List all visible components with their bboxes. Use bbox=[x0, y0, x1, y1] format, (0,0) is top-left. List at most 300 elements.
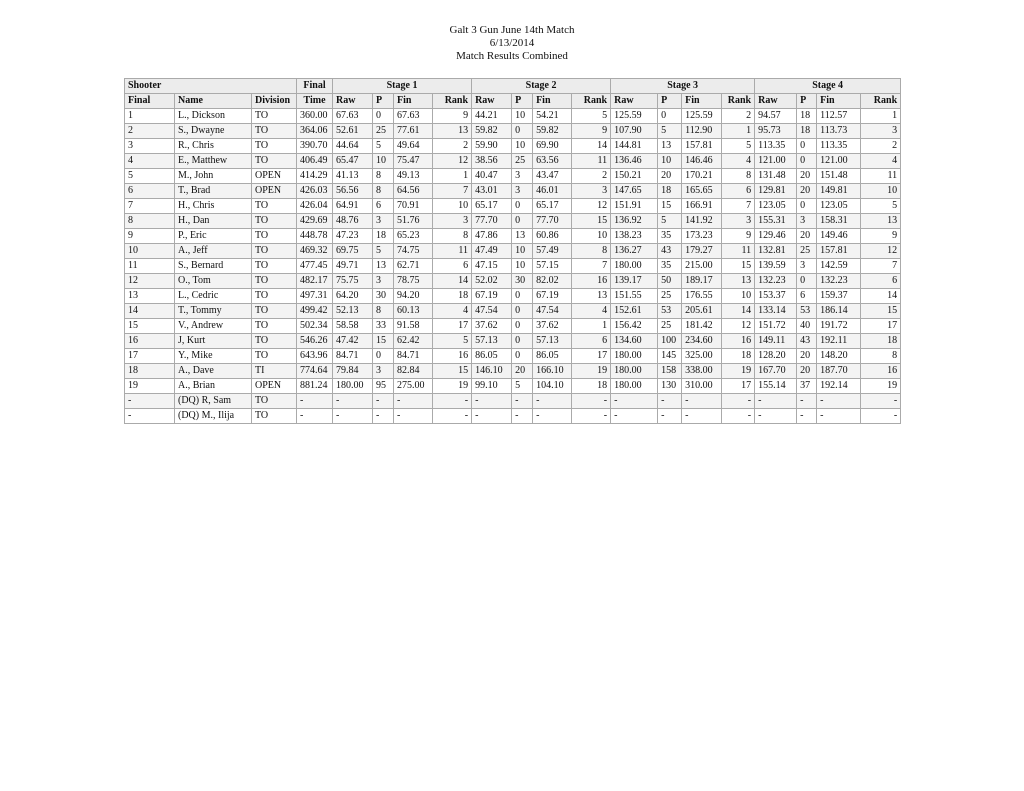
table-cell: 390.70 bbox=[297, 139, 333, 154]
table-cell: 149.81 bbox=[817, 184, 861, 199]
table-cell: 13 bbox=[861, 214, 901, 229]
table-cell: 15 bbox=[125, 319, 175, 334]
table-cell: 9 bbox=[861, 229, 901, 244]
table-cell: 67.19 bbox=[533, 289, 572, 304]
table-cell: 20 bbox=[797, 229, 817, 244]
column-header: Time bbox=[297, 94, 333, 109]
table-cell: 70.91 bbox=[394, 199, 433, 214]
table-cell: 11 bbox=[861, 169, 901, 184]
table-cell: 3 bbox=[373, 214, 394, 229]
table-cell: 3 bbox=[512, 169, 533, 184]
table-cell: 59.90 bbox=[472, 139, 512, 154]
table-cell: 10 bbox=[433, 199, 472, 214]
column-header: Raw bbox=[333, 94, 373, 109]
table-cell: - bbox=[797, 409, 817, 424]
table-cell: L., Dickson bbox=[175, 109, 252, 124]
table-cell: 86.05 bbox=[533, 349, 572, 364]
table-cell: 145 bbox=[658, 349, 682, 364]
table-cell: 10 bbox=[861, 184, 901, 199]
table-cell: 15 bbox=[658, 199, 682, 214]
group-header-stage-1: Stage 1 bbox=[333, 79, 472, 94]
table-cell: 50 bbox=[658, 274, 682, 289]
table-cell: 69.90 bbox=[533, 139, 572, 154]
table-cell: - bbox=[333, 409, 373, 424]
table-cell: 7 bbox=[125, 199, 175, 214]
table-cell: 16 bbox=[125, 334, 175, 349]
table-cell: 5 bbox=[572, 109, 611, 124]
table-cell: 18 bbox=[722, 349, 755, 364]
table-cell: 125.59 bbox=[682, 109, 722, 124]
table-cell: 121.00 bbox=[817, 154, 861, 169]
table-cell: 14 bbox=[572, 139, 611, 154]
table-cell: - bbox=[125, 394, 175, 409]
table-cell: 13 bbox=[658, 139, 682, 154]
table-cell: 191.72 bbox=[817, 319, 861, 334]
table-cell: 15 bbox=[433, 364, 472, 379]
table-cell: 9 bbox=[722, 229, 755, 244]
table-cell: - bbox=[373, 394, 394, 409]
table-cell: 95 bbox=[373, 379, 394, 394]
table-cell: 477.45 bbox=[297, 259, 333, 274]
table-cell: 7 bbox=[572, 259, 611, 274]
table-cell: 5 bbox=[373, 244, 394, 259]
table-cell: 234.60 bbox=[682, 334, 722, 349]
table-cell: 17 bbox=[572, 349, 611, 364]
table-cell: 123.05 bbox=[755, 199, 797, 214]
table-cell: V., Andrew bbox=[175, 319, 252, 334]
table-cell: 141.92 bbox=[682, 214, 722, 229]
table-cell: 180.00 bbox=[611, 259, 658, 274]
table-cell: 30 bbox=[373, 289, 394, 304]
table-cell: - bbox=[572, 409, 611, 424]
table-cell: 448.78 bbox=[297, 229, 333, 244]
table-cell: - bbox=[861, 409, 901, 424]
table-cell: 176.55 bbox=[682, 289, 722, 304]
table-cell: 643.96 bbox=[297, 349, 333, 364]
table-cell: 0 bbox=[658, 109, 682, 124]
table-cell: 10 bbox=[512, 244, 533, 259]
table-cell: TI bbox=[252, 364, 297, 379]
table-cell: 144.81 bbox=[611, 139, 658, 154]
table-cell: 6 bbox=[433, 259, 472, 274]
table-cell: 0 bbox=[512, 349, 533, 364]
column-header: Raw bbox=[611, 94, 658, 109]
table-cell: 8 bbox=[722, 169, 755, 184]
table-cell: - bbox=[611, 409, 658, 424]
table-cell: 69.75 bbox=[333, 244, 373, 259]
results-subtitle: Match Results Combined bbox=[456, 50, 568, 62]
table-cell: - bbox=[472, 394, 512, 409]
table-cell: TO bbox=[252, 334, 297, 349]
table-cell: 12 bbox=[722, 319, 755, 334]
table-row bbox=[125, 154, 901, 169]
table-cell: 18 bbox=[125, 364, 175, 379]
table-cell: Y., Mike bbox=[175, 349, 252, 364]
table-cell: - bbox=[533, 409, 572, 424]
table-cell: 3 bbox=[861, 124, 901, 139]
table-cell: 25 bbox=[797, 244, 817, 259]
match-date: 6/13/2014 bbox=[489, 37, 535, 49]
table-cell: 16 bbox=[861, 364, 901, 379]
table-cell: A., Brian bbox=[175, 379, 252, 394]
table-cell: TO bbox=[252, 139, 297, 154]
table-cell: 25 bbox=[658, 289, 682, 304]
table-cell: 3 bbox=[373, 274, 394, 289]
table-cell: 167.70 bbox=[755, 364, 797, 379]
table-cell: T., Tommy bbox=[175, 304, 252, 319]
table-cell: 5 bbox=[658, 214, 682, 229]
table-cell: 131.48 bbox=[755, 169, 797, 184]
table-cell: 364.06 bbox=[297, 124, 333, 139]
table-cell: 158 bbox=[658, 364, 682, 379]
table-cell: TO bbox=[252, 319, 297, 334]
table-cell: 129.46 bbox=[755, 229, 797, 244]
column-header: Name bbox=[175, 94, 252, 109]
table-cell: 20 bbox=[797, 169, 817, 184]
table-cell: 18 bbox=[433, 289, 472, 304]
table-cell: 497.31 bbox=[297, 289, 333, 304]
group-header-row bbox=[125, 79, 901, 94]
table-cell: 406.49 bbox=[297, 154, 333, 169]
table-cell: 11 bbox=[722, 244, 755, 259]
table-cell: 16 bbox=[722, 334, 755, 349]
table-cell: 6 bbox=[373, 199, 394, 214]
table-row bbox=[125, 244, 901, 259]
table-cell: 60.13 bbox=[394, 304, 433, 319]
table-cell: 13 bbox=[722, 274, 755, 289]
table-cell: 2 bbox=[722, 109, 755, 124]
table-cell: 1 bbox=[572, 319, 611, 334]
table-cell: - bbox=[817, 409, 861, 424]
table-cell: 53 bbox=[658, 304, 682, 319]
table-cell: 502.34 bbox=[297, 319, 333, 334]
table-cell: L., Cedric bbox=[175, 289, 252, 304]
table-cell: 13 bbox=[572, 289, 611, 304]
table-cell: 8 bbox=[125, 214, 175, 229]
table-cell: 79.84 bbox=[333, 364, 373, 379]
table-cell: 181.42 bbox=[682, 319, 722, 334]
table-row bbox=[125, 124, 901, 139]
table-cell: 37 bbox=[797, 379, 817, 394]
table-cell: 157.81 bbox=[682, 139, 722, 154]
table-cell: 150.21 bbox=[611, 169, 658, 184]
table-cell: P., Eric bbox=[175, 229, 252, 244]
table-cell: 14 bbox=[433, 274, 472, 289]
table-cell: 6 bbox=[861, 274, 901, 289]
column-header: Raw bbox=[472, 94, 512, 109]
column-header: Rank bbox=[861, 94, 901, 109]
table-cell: 37.62 bbox=[472, 319, 512, 334]
table-cell: 64.91 bbox=[333, 199, 373, 214]
table-cell: - bbox=[611, 394, 658, 409]
table-cell: 84.71 bbox=[394, 349, 433, 364]
table-cell: 8 bbox=[373, 184, 394, 199]
table-cell: 18 bbox=[797, 109, 817, 124]
column-header: P bbox=[512, 94, 533, 109]
table-cell: 47.49 bbox=[472, 244, 512, 259]
table-cell: 1 bbox=[125, 109, 175, 124]
table-cell: 17 bbox=[125, 349, 175, 364]
table-cell: 151.72 bbox=[755, 319, 797, 334]
table-cell: 16 bbox=[433, 349, 472, 364]
table-cell: 7 bbox=[433, 184, 472, 199]
table-cell: 133.14 bbox=[755, 304, 797, 319]
table-cell: 18 bbox=[861, 334, 901, 349]
table-cell: TO bbox=[252, 124, 297, 139]
table-cell: 187.70 bbox=[817, 364, 861, 379]
table-cell: 75.75 bbox=[333, 274, 373, 289]
table-cell: 8 bbox=[373, 169, 394, 184]
table-cell: TO bbox=[252, 349, 297, 364]
table-cell: - bbox=[433, 409, 472, 424]
table-cell: 95.73 bbox=[755, 124, 797, 139]
table-cell: 100 bbox=[658, 334, 682, 349]
table-cell: 5 bbox=[433, 334, 472, 349]
table-row bbox=[125, 259, 901, 274]
table-cell: 74.75 bbox=[394, 244, 433, 259]
table-cell: - bbox=[394, 394, 433, 409]
table-cell: 49.13 bbox=[394, 169, 433, 184]
table-cell: 1 bbox=[861, 109, 901, 124]
group-header-shooter: Shooter bbox=[125, 79, 297, 94]
table-cell: 0 bbox=[512, 124, 533, 139]
table-cell: TO bbox=[252, 394, 297, 409]
table-cell: 9 bbox=[572, 124, 611, 139]
table-cell: 3 bbox=[373, 364, 394, 379]
table-cell: 52.13 bbox=[333, 304, 373, 319]
table-cell: 142.59 bbox=[817, 259, 861, 274]
table-cell: 10 bbox=[512, 109, 533, 124]
table-cell: 53 bbox=[797, 304, 817, 319]
table-cell: 52.02 bbox=[472, 274, 512, 289]
table-cell: - bbox=[658, 394, 682, 409]
table-cell: 112.57 bbox=[817, 109, 861, 124]
table-cell: 180.00 bbox=[611, 349, 658, 364]
table-cell: 180.00 bbox=[611, 379, 658, 394]
table-cell: 38.56 bbox=[472, 154, 512, 169]
table-cell: 57.49 bbox=[533, 244, 572, 259]
table-row bbox=[125, 349, 901, 364]
table-cell: 5 bbox=[658, 124, 682, 139]
table-cell: 136.46 bbox=[611, 154, 658, 169]
table-cell: 65.17 bbox=[533, 199, 572, 214]
table-cell: 179.27 bbox=[682, 244, 722, 259]
table-cell: 17 bbox=[722, 379, 755, 394]
table-cell: 0 bbox=[512, 199, 533, 214]
table-row bbox=[125, 304, 901, 319]
table-cell: 67.63 bbox=[394, 109, 433, 124]
table-cell: 7 bbox=[722, 199, 755, 214]
table-cell: 152.61 bbox=[611, 304, 658, 319]
table-cell: 147.65 bbox=[611, 184, 658, 199]
table-cell: 63.56 bbox=[533, 154, 572, 169]
table-cell: TO bbox=[252, 109, 297, 124]
column-header: Rank bbox=[572, 94, 611, 109]
table-cell: 881.24 bbox=[297, 379, 333, 394]
table-cell: 130 bbox=[658, 379, 682, 394]
table-cell: E., Matthew bbox=[175, 154, 252, 169]
table-cell: TO bbox=[252, 154, 297, 169]
table-cell: 189.17 bbox=[682, 274, 722, 289]
table-cell: 426.03 bbox=[297, 184, 333, 199]
table-cell: 10 bbox=[572, 229, 611, 244]
table-row bbox=[125, 139, 901, 154]
table-cell: 10 bbox=[373, 154, 394, 169]
table-cell: 3 bbox=[572, 184, 611, 199]
table-cell: 8 bbox=[433, 229, 472, 244]
table-cell: S., Dwayne bbox=[175, 124, 252, 139]
table-cell: S., Bernard bbox=[175, 259, 252, 274]
table-cell: 158.31 bbox=[817, 214, 861, 229]
table-cell: 49.71 bbox=[333, 259, 373, 274]
table-cell: TO bbox=[252, 244, 297, 259]
table-cell: 43.47 bbox=[533, 169, 572, 184]
table-cell: 15 bbox=[373, 334, 394, 349]
table-cell: TO bbox=[252, 304, 297, 319]
table-cell: 20 bbox=[512, 364, 533, 379]
table-cell: 15 bbox=[722, 259, 755, 274]
table-cell: 121.00 bbox=[755, 154, 797, 169]
table-cell: - bbox=[797, 394, 817, 409]
table-cell: 77.61 bbox=[394, 124, 433, 139]
table-cell: 75.47 bbox=[394, 154, 433, 169]
table-cell: 20 bbox=[797, 364, 817, 379]
table-cell: 5 bbox=[512, 379, 533, 394]
table-cell: 47.23 bbox=[333, 229, 373, 244]
table-cell: - bbox=[755, 409, 797, 424]
table-cell: - bbox=[682, 409, 722, 424]
table-cell: 18 bbox=[572, 379, 611, 394]
table-cell: 62.71 bbox=[394, 259, 433, 274]
table-cell: 47.15 bbox=[472, 259, 512, 274]
table-cell: 139.59 bbox=[755, 259, 797, 274]
table-cell: TO bbox=[252, 259, 297, 274]
table-cell: 4 bbox=[572, 304, 611, 319]
table-cell: 59.82 bbox=[472, 124, 512, 139]
table-cell: 6 bbox=[797, 289, 817, 304]
table-cell: 7 bbox=[861, 259, 901, 274]
table-cell: 19 bbox=[433, 379, 472, 394]
table-cell: 35 bbox=[658, 229, 682, 244]
table-cell: 125.59 bbox=[611, 109, 658, 124]
table-cell: 499.42 bbox=[297, 304, 333, 319]
table-cell: 58.58 bbox=[333, 319, 373, 334]
table-row bbox=[125, 169, 901, 184]
table-cell: 77.70 bbox=[533, 214, 572, 229]
table-cell: - bbox=[512, 409, 533, 424]
table-cell: 47.54 bbox=[472, 304, 512, 319]
table-cell: 12 bbox=[572, 199, 611, 214]
table-row bbox=[125, 364, 901, 379]
table-cell: 48.76 bbox=[333, 214, 373, 229]
table-cell: H., Dan bbox=[175, 214, 252, 229]
table-cell: 19 bbox=[861, 379, 901, 394]
group-header-final: Final bbox=[297, 79, 333, 94]
column-header: Final bbox=[125, 94, 175, 109]
table-cell: 192.11 bbox=[817, 334, 861, 349]
table-cell: 426.04 bbox=[297, 199, 333, 214]
group-header-stage-2: Stage 2 bbox=[472, 79, 611, 94]
table-row bbox=[125, 109, 901, 124]
table-cell: 0 bbox=[512, 289, 533, 304]
table-cell: 2 bbox=[861, 139, 901, 154]
table-row bbox=[125, 274, 901, 289]
table-row bbox=[125, 394, 901, 409]
table-cell: 12 bbox=[125, 274, 175, 289]
table-cell: 3 bbox=[433, 214, 472, 229]
table-cell: 33 bbox=[373, 319, 394, 334]
table-cell: OPEN bbox=[252, 169, 297, 184]
table-cell: 192.14 bbox=[817, 379, 861, 394]
table-cell: 65.23 bbox=[394, 229, 433, 244]
table-cell: 94.20 bbox=[394, 289, 433, 304]
table-cell: 107.90 bbox=[611, 124, 658, 139]
table-cell: J, Kurt bbox=[175, 334, 252, 349]
table-cell: 205.61 bbox=[682, 304, 722, 319]
table-cell: TO bbox=[252, 199, 297, 214]
table-cell: 12 bbox=[861, 244, 901, 259]
table-cell: - bbox=[572, 394, 611, 409]
table-cell: 149.11 bbox=[755, 334, 797, 349]
table-cell: - bbox=[373, 409, 394, 424]
table-cell: 6 bbox=[722, 184, 755, 199]
table-cell: 165.65 bbox=[682, 184, 722, 199]
table-cell: 1 bbox=[722, 124, 755, 139]
table-cell: 134.60 bbox=[611, 334, 658, 349]
table-row bbox=[125, 289, 901, 304]
table-cell: 469.32 bbox=[297, 244, 333, 259]
table-cell: 0 bbox=[512, 214, 533, 229]
table-cell: M., John bbox=[175, 169, 252, 184]
table-cell: (DQ) M., Ilija bbox=[175, 409, 252, 424]
table-cell: 8 bbox=[572, 244, 611, 259]
table-cell: 11 bbox=[572, 154, 611, 169]
table-cell: - bbox=[297, 394, 333, 409]
table-cell: 170.21 bbox=[682, 169, 722, 184]
table-cell: 25 bbox=[658, 319, 682, 334]
table-cell: 64.56 bbox=[394, 184, 433, 199]
table-cell: 180.00 bbox=[611, 364, 658, 379]
table-cell: 4 bbox=[433, 304, 472, 319]
table-cell: 20 bbox=[658, 169, 682, 184]
table-cell: 6 bbox=[125, 184, 175, 199]
table-cell: 0 bbox=[373, 109, 394, 124]
table-cell: 52.61 bbox=[333, 124, 373, 139]
table-cell: 4 bbox=[722, 154, 755, 169]
table-cell: 2 bbox=[125, 124, 175, 139]
table-cell: A., Dave bbox=[175, 364, 252, 379]
match-title: Galt 3 Gun June 14th Match bbox=[449, 24, 575, 36]
column-header: Fin bbox=[394, 94, 433, 109]
table-cell: 14 bbox=[125, 304, 175, 319]
table-cell: - bbox=[861, 394, 901, 409]
table-cell: 35 bbox=[658, 259, 682, 274]
table-cell: 19 bbox=[572, 364, 611, 379]
table-cell: 2 bbox=[433, 139, 472, 154]
table-cell: 47.42 bbox=[333, 334, 373, 349]
table-cell: 9 bbox=[433, 109, 472, 124]
table-cell: - bbox=[682, 394, 722, 409]
table-cell: - bbox=[722, 409, 755, 424]
table-cell: 67.63 bbox=[333, 109, 373, 124]
table-cell: - bbox=[125, 409, 175, 424]
table-cell: 112.90 bbox=[682, 124, 722, 139]
table-cell: 86.05 bbox=[472, 349, 512, 364]
table-cell: 20 bbox=[797, 349, 817, 364]
table-cell: 10 bbox=[722, 289, 755, 304]
table-cell: 128.20 bbox=[755, 349, 797, 364]
table-cell: - bbox=[433, 394, 472, 409]
